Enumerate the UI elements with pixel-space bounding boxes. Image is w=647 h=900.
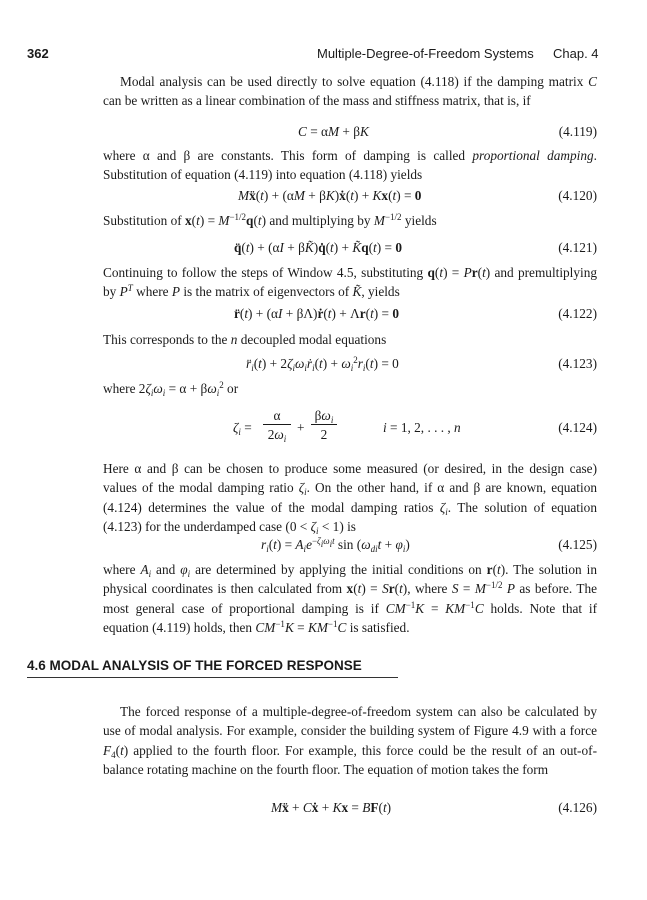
paragraph-window-steps: Continuing to follow the steps of Window 4.5, substituting q(t) = Pr(t) and premultiplying by $P^T$ where P is the matrix of eigenvectors of K̃, yields (103, 265, 598, 300)
section-heading: 4.6 MODAL ANALYSIS OF THE FORCED RESPONSE (27, 658, 362, 673)
section-rule (27, 677, 398, 678)
equation-number: (4.119) (558, 124, 597, 139)
equation-4-124: $\zeta_i$ = α $2\omega_i$ + $\beta\omega_i$ 2 i = 1, 2, . . . , n (4.124) (233, 408, 597, 444)
fraction-alpha: α $2\omega_i$ (263, 408, 291, 442)
equation-number: (4.121) (558, 240, 597, 255)
equation-expression: Mẍ + Cẋ + Kx = BF(t) (271, 800, 392, 815)
chapter-label: Chap. 4 (553, 46, 599, 61)
equation-expression: Mẍ(t) + (αM + βK)ẋ(t) + Kx(t) = 0 (238, 188, 422, 203)
equation-number: (4.120) (558, 188, 597, 203)
equation-4-120 (103, 188, 597, 208)
fraction-beta: $\beta\omega_i$ 2 (311, 408, 337, 442)
equation-4-125 (103, 537, 597, 557)
equation-number: (4.125) (558, 537, 597, 552)
page-number: 362 (27, 46, 49, 61)
equation-expression: r̈(t) + (αI + βΛ)ṙ(t) + Λr(t) = 0 (234, 306, 399, 321)
paragraph-substitution: Substitution of $x(t) = M^{-1/2}q(t)$ and multiplying by $M^{-1/2}$ yields (103, 212, 437, 228)
paragraph-proportional-intro: Modal analysis can be used directly to solve equation (4.118) if the damping matrix C can be written as a linear combination of the mass and stiffness matrix, that is, if (103, 74, 597, 109)
equation-expression: $r_i(t) = A_ie^{-\zeta_i\omega_it}$ $\sin (\omega_{di}t + \varphi_i)$ (261, 536, 410, 554)
equation-expression: C = αM + βK (298, 124, 369, 139)
paragraph-where-zeta: where $2\zeta_i\omega_i = \alpha + \beta\omega_i^2$ or (103, 380, 239, 398)
zeta-i-symbol: $\zeta_i$ = (233, 420, 252, 437)
equation-number: (4.126) (558, 800, 597, 815)
equation-expression: q̈(t) + (αI + βK̃)q̇(t) + K̃q(t) = 0 (234, 240, 402, 255)
index-range: i = 1, 2, . . . , n (383, 420, 461, 435)
equation-number: (4.123) (558, 356, 597, 371)
equation-4-126 (103, 800, 597, 820)
running-title: Multiple-Degree-of-Freedom Systems (317, 46, 534, 61)
paragraph-forced-response: The forced response of a multiple-degree-of-freedom system can also be calculated by use of modal analysis. For example, consider the building system of Figure 4.9 with a force $F_4(t)$ applied to the fourth floor. For example, this force could be the result of an out-of-balance rotating machine on the fourth floor. The equation of motion takes the form (103, 704, 597, 778)
equation-4-119 (103, 124, 597, 144)
equation-number: (4.122) (558, 306, 597, 321)
equation-number: (4.124) (558, 420, 597, 435)
paragraph-decoupled: This corresponds to the n decoupled modal equations (103, 332, 387, 347)
equation-expression: $r̈_i(t)$ + $2\zeta_i\omega_iṙ_i(t) + \omega_i^2r_i(t) = 0$ (246, 355, 399, 373)
paragraph-damping-ratio: Here α and β can be chosen to produce some measured (or desired, in the design case) values of the modal damping ratio $\zeta_i$. On the other hand, if α and β are known, equation (4.124) determines the value of the modal damping ratios $\zeta_i$. The solution of equation (4.123) for the underdamped case $(0 < \zeta_i < 1)$ is (103, 461, 597, 537)
equation-4-123 (103, 356, 597, 376)
equation-4-121 (103, 240, 597, 260)
paragraph-general-case: where $A_i$ and $\varphi_i$ are determined by applying the initial conditions on r(t). The solution in physical coordinates is then calculated from x(t) = Sr(t), where $S = M^{-1/2}$ P as before. The most general case of proportional damping is if $CM^{-1}K = KM^{-1}C$ holds. Note that if equation (4.119) holds, then $CM^{-1}K = KM^{-1}C$ is satisfied. (103, 562, 598, 636)
equation-4-122 (103, 306, 597, 326)
paragraph-proportional-damping: where α and β are constants. This form of damping is called proportional damping. Substitution of equation (4.119) into equation (4.118) yields (103, 148, 597, 183)
